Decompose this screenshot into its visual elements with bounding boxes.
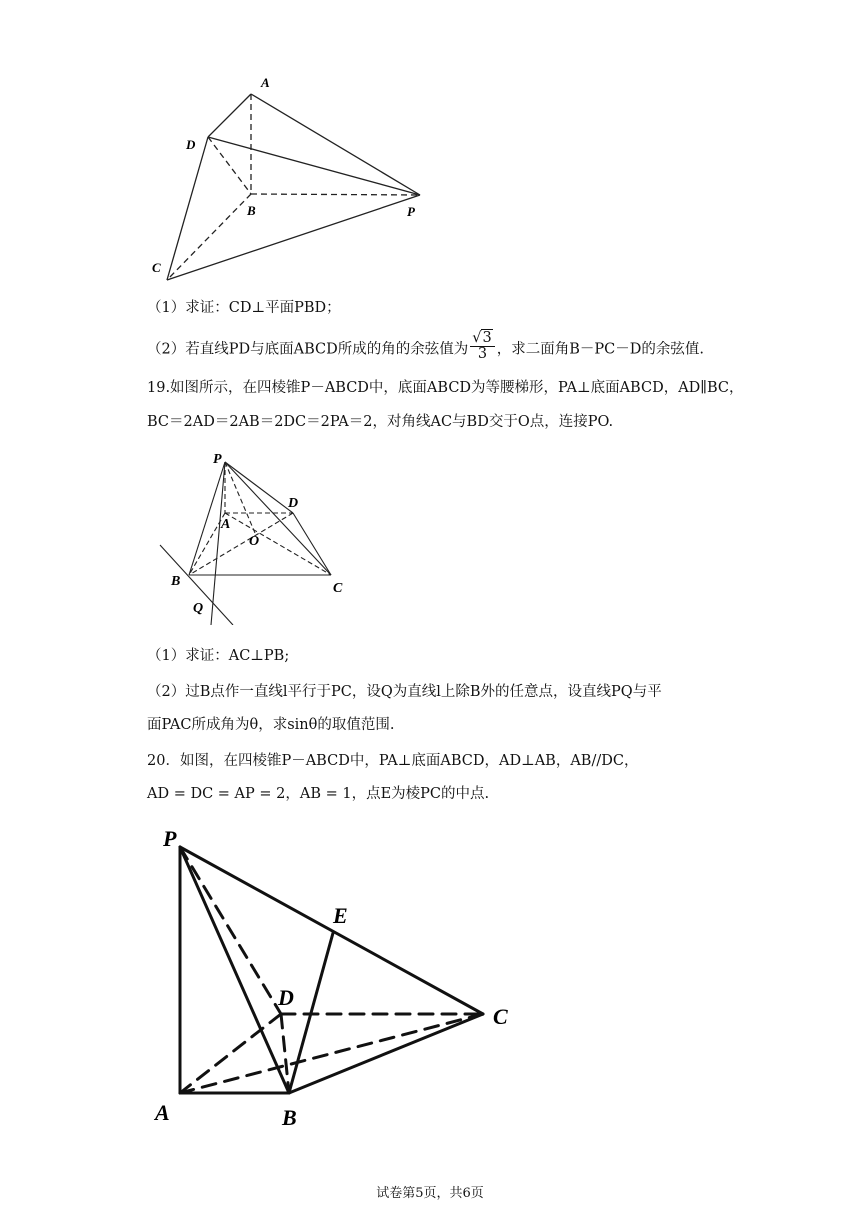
frac-denominator: 3 bbox=[477, 346, 488, 362]
q18-part2-post: ，求二面角B－PC－D的余弦值. bbox=[496, 341, 704, 358]
q19-part2-line1: （2）过B点作一直线l平行于PC，设Q为直线l上除B外的任意点，设直线PQ与平 bbox=[147, 684, 662, 700]
label-C: C bbox=[152, 260, 161, 275]
label-D: D bbox=[288, 496, 299, 511]
sqrt-icon: √ bbox=[472, 330, 482, 346]
label-P: P bbox=[407, 204, 415, 219]
q20-line2: AD = DC = AP = 2，AB = 1，点E为棱PC的中点. bbox=[147, 786, 490, 802]
label-B: B bbox=[247, 203, 256, 218]
q20-line1: 20．如图，在四棱锥P－ABCD中，PA⊥底面ABCD，AD⊥AB，AB//DC， bbox=[147, 753, 639, 769]
label-A: A bbox=[261, 75, 270, 90]
q18-part2-pre: （2）若直线PD与底面ABCD所成的角的余弦值为 bbox=[147, 341, 469, 358]
label-C: C bbox=[333, 581, 343, 596]
label-B: B bbox=[171, 574, 181, 589]
q18-part2 bbox=[147, 330, 704, 365]
label-Q: Q bbox=[193, 601, 204, 616]
q19-line1: 19.如图所示，在四棱锥P－ABCD中，底面ABCD为等腰梯形，PA⊥底面ABCD，AD∥BC， bbox=[147, 380, 744, 396]
label-O: O bbox=[249, 534, 260, 549]
fraction-sqrt3-over-3 bbox=[470, 331, 494, 362]
label-D: D bbox=[186, 137, 196, 152]
label-E: E bbox=[333, 903, 348, 928]
figure-pyramid-q18 bbox=[140, 70, 440, 285]
figure-pyramid-q19 bbox=[155, 445, 355, 625]
label-A: A bbox=[221, 517, 231, 532]
label-P: P bbox=[163, 826, 177, 851]
q19-part2-line2: 面PAC所成角为θ，求sinθ的取值范围. bbox=[147, 717, 395, 733]
label-C: C bbox=[493, 1004, 508, 1029]
frac-numerator: 3 bbox=[482, 330, 492, 346]
label-A: A bbox=[155, 1100, 170, 1125]
label-B: B bbox=[282, 1105, 297, 1130]
page-footer: 试卷第5页，共6页 bbox=[376, 1186, 484, 1201]
label-P: P bbox=[213, 452, 222, 467]
q19-part1: （1）求证：AC⊥PB; bbox=[147, 648, 290, 664]
figure-pyramid-q20 bbox=[150, 820, 530, 1130]
q19-line2: BC＝2AD＝2AB＝2DC＝2PA＝2，对角线AC与BD交于O点，连接PO. bbox=[147, 414, 614, 430]
label-D: D bbox=[278, 985, 294, 1010]
q18-part1: （1）求证：CD⊥平面PBD； bbox=[147, 300, 341, 316]
